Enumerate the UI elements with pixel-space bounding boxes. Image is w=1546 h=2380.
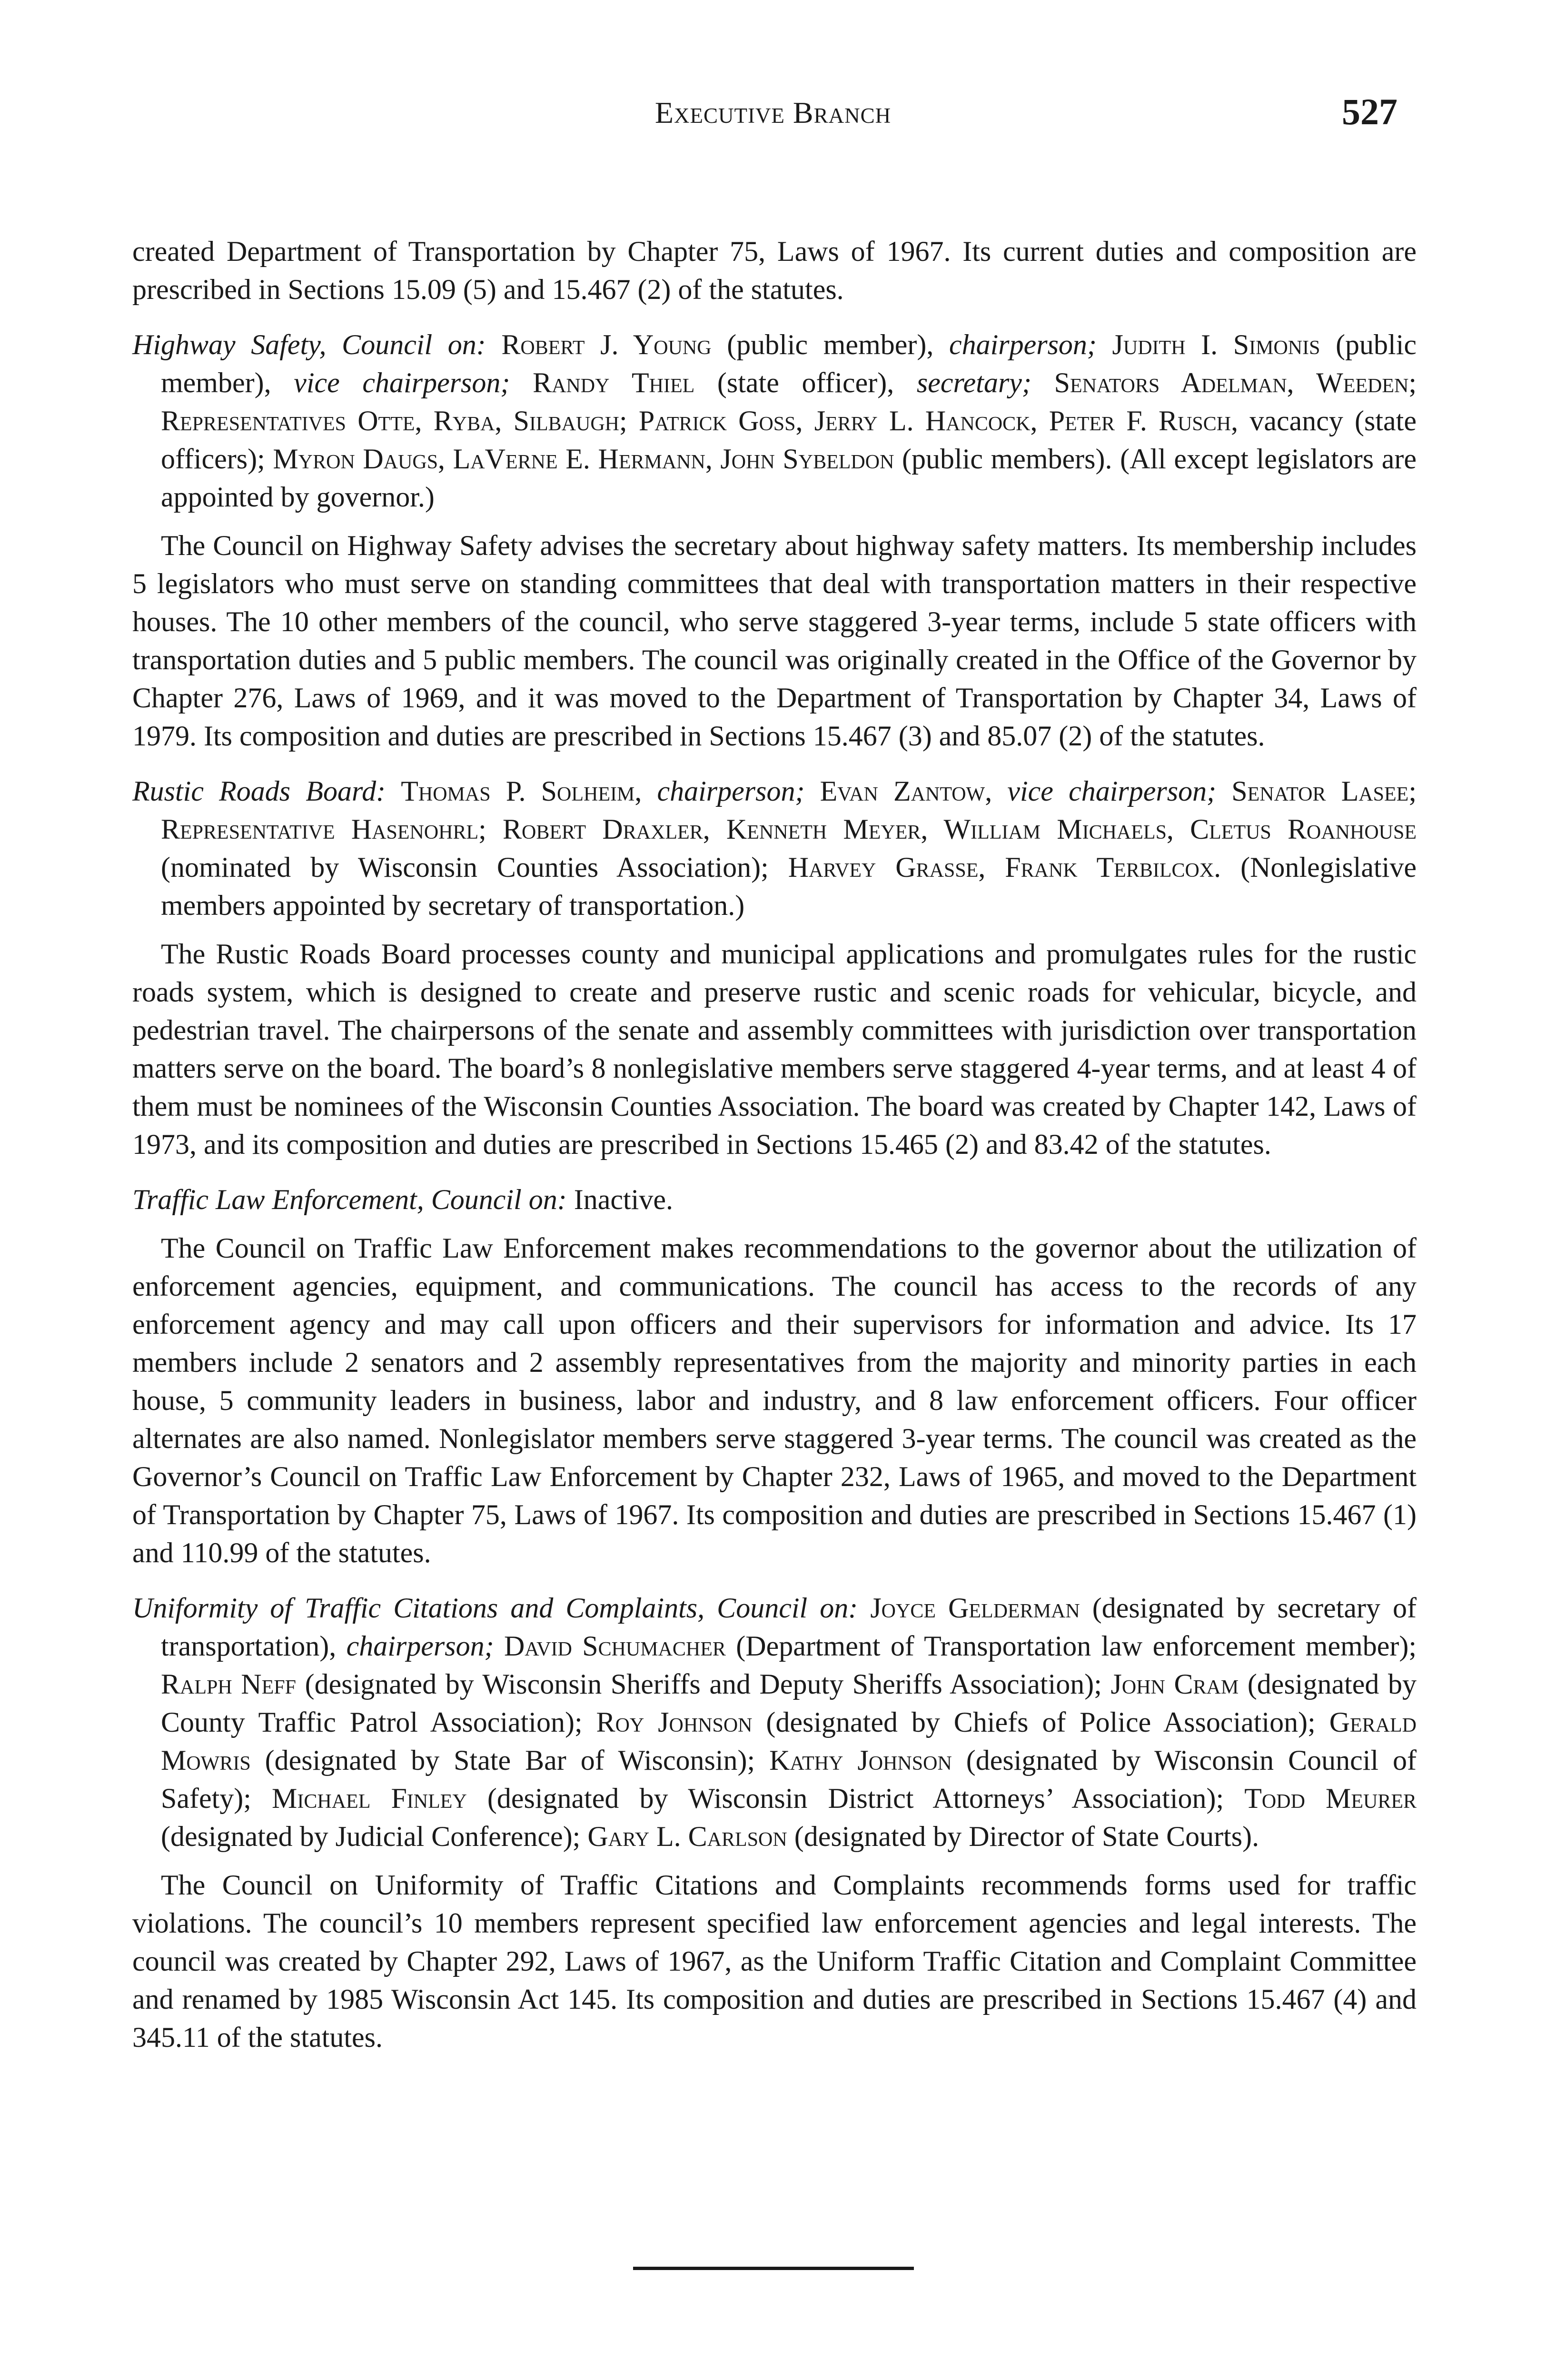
member-note: vacancy (state officers); — [161, 405, 1417, 475]
highway-safety-description: The Council on Highway Safety advises the secretary about highway safety matters. Its membership includes 5 legislators who must serve on standing committees that deal with transportation matters in their respective houses. The 10 other members of the council, who serve staggered 3-year terms, include 5 state officers with transportation duties and 5 public members. The council was originally created in the Office of the Governor by Chapter 276, Laws of 1969, and it was moved to the Department of Transportation by Chapter 34, Laws of 1979. Its composition and duties are prescribed in Sections 15.467 (3) and 85.07 (2) of the statutes. — [132, 530, 1417, 752]
member-name: Roy Johnson — [596, 1706, 753, 1738]
member-note: (designated by Chiefs of Police Association); — [752, 1706, 1329, 1738]
member-name: Robert J. Young — [501, 329, 712, 360]
member-group: Senator Lasee; Representative Hasenohrl; Robert Draxler, Kenneth Meyer, William Michaels, Cletus Roanhouse — [161, 775, 1417, 845]
member-name: Gerald Mowris — [161, 1706, 1417, 1776]
member-name: Kathy Johnson — [769, 1745, 952, 1776]
member-role: chairperson; — [949, 329, 1097, 360]
member-name: Ralph Neff — [161, 1668, 297, 1700]
page-body — [132, 232, 1417, 2056]
member-name: David Schumacher — [504, 1630, 726, 1662]
member-role: vice chairperson; — [1007, 775, 1217, 807]
rustic-roads-description: The Rustic Roads Board processes county and municipal applications and promulgates rules for the rustic roads system, which is designed to create and preserve rustic and scenic roads for vehicular, bicycle, and pedestrian travel. The chairpersons of the senate and assembly committees with jurisdiction over transportation matters serve on the board. The board’s 8 nonlegislative members serve staggered 4-year terms, and at least 4 of them must be nominees of the Wisconsin Counties Association. The board was created by Chapter 142, Laws of 1973, and its composition and duties are prescribed in Sections 15.465 (2) and 83.42 of the statutes. — [132, 938, 1417, 1160]
member-name: Randy Thiel — [533, 367, 695, 398]
member-note: (state officer), — [694, 367, 917, 398]
member-name: Gary L. Carlson — [587, 1821, 787, 1852]
traffic-law-entry — [132, 1180, 1417, 1219]
traffic-law-status: Inactive. — [566, 1184, 673, 1215]
member-note: (designated by secretary of transportation), — [161, 1592, 1417, 1662]
intro-paragraph: created Department of Transportation by Chapter 75, Laws of 1967. Its current duties and composition are prescribed in Sections 15.09 (5) and 15.467 (2) of the statutes. — [132, 236, 1417, 305]
member-note: (designated by State Bar of Wisconsin); — [250, 1745, 770, 1776]
member-role: vice chairperson; — [294, 367, 510, 398]
member-note: (designated by Wisconsin Sheriffs and Deputy Sheriffs Association); — [296, 1668, 1111, 1700]
uniformity-entry — [132, 1589, 1417, 1855]
rustic-roads-title: Rustic Roads Board: — [132, 775, 386, 807]
member-name: Evan Zantow — [820, 775, 985, 807]
member-note: (designated by Director of State Courts). — [787, 1821, 1259, 1852]
uniformity-title: Uniformity of Traffic Citations and Complaints, Council on: — [132, 1592, 858, 1624]
member-role: chairperson; — [346, 1630, 494, 1662]
traffic-law-title: Traffic Law Enforcement, Council on: — [132, 1184, 567, 1215]
member-name: Joyce Gelderman — [870, 1592, 1080, 1624]
member-note: (designated by Judicial Conference); — [161, 1821, 588, 1852]
member-note: (designated by County Traffic Patrol Association); — [161, 1668, 1417, 1738]
rustic-roads-entry: Rustic Roads Board: Thomas P. Solheim, chairperson; Evan Zantow, vice chairperson; Senator Lasee; Representative Hasenohrl; Robert Draxler, Kenneth Meyer, William Michaels, Cletus Roanhouse (nominated by Wisconsin Counties Association); Harvey Grasse, Frank Terbilcox. (Nonlegislative members appointed by secretary of transportation.) — [132, 775, 1417, 921]
member-group: Harvey Grasse, Frank Terbilcox. — [788, 852, 1221, 883]
member-role: chairperson; — [657, 775, 805, 807]
member-name: Michael Finley — [272, 1783, 467, 1814]
member-name: Todd Meurer — [1244, 1783, 1417, 1814]
member-note: (public members). (All except legislators are appointed by governor.) — [161, 443, 1417, 513]
section-end-rule — [633, 2267, 914, 2270]
uniformity-description: The Council on Uniformity of Traffic Citations and Complaints recommends forms used for traffic violations. The council’s 10 members represent specified law enforcement agencies and legal interests. The council was created by Chapter 292, Laws of 1967, as the Uniform Traffic Citation and Complaint Committee and renamed by 1985 Wisconsin Act 145. Its composition and duties are prescribed in Sections 15.467 (4) and 345.11 of the statutes. — [132, 1869, 1417, 2053]
member-note: (Nonlegislative members appointed by secretary of transportation.) — [161, 852, 1417, 921]
page-number: 527 — [1342, 91, 1397, 132]
member-name: Thomas P. Solheim — [401, 775, 635, 807]
member-role: secretary; — [916, 367, 1031, 398]
highway-safety-title: Highway Safety, Council on: — [132, 329, 486, 360]
member-group: Senators Adelman, Weeden; Representatives Otte, Ryba, Silbaugh; Patrick Goss, Jerry L. Hancock, Peter F. Rusch, — [161, 367, 1417, 436]
member-note: (designated by Wisconsin District Attorneys’ Association); — [466, 1783, 1245, 1814]
member-note: (Department of Transportation law enforcement member); — [725, 1630, 1417, 1662]
member-note: (public member), — [711, 329, 949, 360]
member-group: Myron Daugs, LaVerne E. Hermann, John Sybeldon — [273, 443, 894, 475]
member-note: (designated by Wisconsin Council of Safety); — [161, 1745, 1417, 1814]
highway-safety-entry — [132, 326, 1417, 516]
running-head: Executive Branch — [654, 96, 892, 129]
page-header — [0, 91, 1546, 143]
traffic-law-description: The Council on Traffic Law Enforcement makes recommendations to the governor about the utilization of enforcement agencies, equipment, and communications. The council has access to the records of any enforcement agency and may call upon officers and their supervisors for information and advice. Its 17 members include 2 senators and 2 assembly representatives from the majority and minority parties in each house, 5 community leaders in business, labor and industry, and 8 law enforcement officers. Four officer alternates are also named. Nonlegislator members serve staggered 3-year terms. The council was created as the Governor’s Council on Traffic Law Enforcement by Chapter 232, Laws of 1965, and moved to the Department of Transportation by Chapter 75, Laws of 1967. Its composition and duties are prescribed in Sections 15.467 (1) and 110.99 of the statutes. — [132, 1232, 1417, 1568]
member-name: John Cram — [1110, 1668, 1239, 1700]
member-note: (nominated by Wisconsin Counties Association); — [161, 852, 788, 883]
member-name: Judith I. Simonis — [1112, 329, 1320, 360]
member-note: (public member), — [161, 329, 1417, 398]
